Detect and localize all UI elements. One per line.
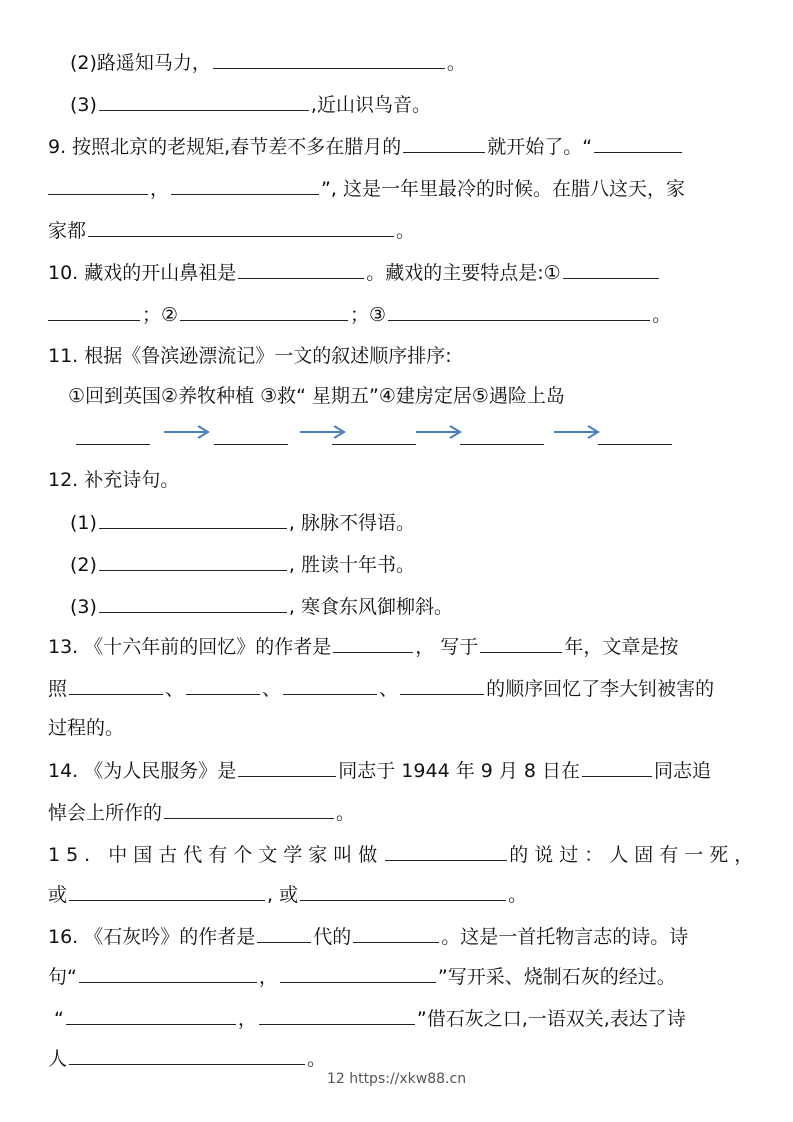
- arrow-right-icon: [164, 424, 212, 440]
- text: , 寒食东风御柳斜。: [288, 596, 454, 618]
- order-blank-2[interactable]: [214, 444, 288, 445]
- text: ,近山识鸟音。: [310, 94, 431, 116]
- text: , 胜读十年书。: [288, 554, 416, 576]
- blank[interactable]: [300, 880, 506, 901]
- text: ，: [237, 1008, 257, 1030]
- blank[interactable]: [66, 1004, 236, 1025]
- text: 、: [165, 678, 185, 700]
- question-15-line-2: [48, 880, 745, 909]
- order-sequence: [76, 424, 696, 452]
- text: 句“: [48, 966, 77, 988]
- blank[interactable]: [238, 258, 364, 279]
- blank[interactable]: [403, 132, 485, 153]
- text: 的顺序回忆了李大钊被害的: [486, 678, 715, 700]
- text: (3): [70, 94, 97, 116]
- text: (1): [70, 512, 97, 534]
- blank[interactable]: [400, 674, 484, 695]
- text: , 脉脉不得语。: [288, 512, 416, 534]
- text: , 或: [267, 884, 299, 906]
- blank[interactable]: [69, 1044, 305, 1065]
- text: 。: [652, 304, 672, 326]
- text: ”写开采、烧制石灰的经过。: [437, 966, 676, 988]
- order-blank-1[interactable]: [76, 444, 150, 445]
- blank[interactable]: [171, 174, 319, 195]
- text: 。这是一首托物言志的诗。诗: [441, 926, 689, 948]
- blank[interactable]: [213, 48, 445, 69]
- question-16-line-4: [48, 1044, 745, 1073]
- question-12-3: [70, 592, 745, 621]
- text: 。: [446, 52, 466, 74]
- text: (2)路遥知马力，: [70, 52, 211, 74]
- question-9-line-1: [48, 132, 745, 161]
- blank[interactable]: [164, 798, 334, 819]
- text: 、: [262, 678, 282, 700]
- blank[interactable]: [69, 674, 163, 695]
- text: 同志追: [654, 760, 712, 782]
- blank[interactable]: [582, 756, 652, 777]
- text: 同志于 1944 年 9 月 8 日在: [338, 760, 581, 782]
- blank[interactable]: [333, 632, 413, 653]
- text: “: [54, 1008, 64, 1030]
- arrow-right-icon: [300, 424, 348, 440]
- text: 照: [48, 678, 68, 700]
- blank[interactable]: [99, 592, 287, 613]
- question-16-line-1: [48, 922, 745, 951]
- text: ， 写于: [415, 636, 479, 658]
- blank[interactable]: [563, 258, 659, 279]
- text: 、: [379, 678, 399, 700]
- question-9-line-3: [48, 216, 745, 245]
- question-12-2: [70, 550, 745, 579]
- text: 14. 《为人民服务》是: [48, 760, 237, 782]
- blank[interactable]: [99, 508, 287, 529]
- question-12: 12. 补充诗句。: [48, 469, 180, 491]
- text: 悼会上所作的: [48, 802, 163, 824]
- text: 13. 《十六年前的回忆》的作者是: [48, 636, 332, 658]
- blank[interactable]: [48, 174, 148, 195]
- question-9-line-2: [48, 174, 745, 203]
- blank[interactable]: [283, 674, 377, 695]
- page-footer: 12 https://xkw88.cn: [326, 1071, 467, 1087]
- text: 9. 按照北京的老规矩,春节差不多在腊月的: [48, 136, 402, 158]
- text: 10. 藏戏的开山鼻祖是: [48, 262, 237, 284]
- text: (2): [70, 554, 97, 576]
- blank[interactable]: [480, 632, 562, 653]
- text: 家都: [48, 220, 87, 242]
- text: 。: [307, 1048, 327, 1070]
- text: ；③: [350, 304, 387, 326]
- blank[interactable]: [79, 962, 257, 983]
- blank[interactable]: [594, 132, 682, 153]
- blank[interactable]: [69, 880, 265, 901]
- text: 。: [508, 884, 528, 906]
- question-10-line-2: [48, 300, 745, 329]
- order-blank-5[interactable]: [598, 444, 672, 445]
- blank[interactable]: [180, 300, 348, 321]
- question-11: 11. 根据《鲁滨逊漂流记》一文的叙述顺序排序:: [48, 345, 452, 367]
- text: 代的: [313, 926, 352, 948]
- blank[interactable]: [353, 922, 439, 943]
- text: 年，文章是按: [564, 636, 679, 658]
- poem-line-3: [70, 90, 745, 119]
- arrow-right-icon: [554, 424, 602, 440]
- question-15-line-1: [48, 840, 760, 869]
- text: 就开始了。“: [487, 136, 593, 158]
- text: 。藏戏的主要特点是:①: [366, 262, 561, 284]
- blank[interactable]: [99, 550, 287, 571]
- question-12-1: [70, 508, 745, 537]
- text: 。: [396, 220, 416, 242]
- text: 或: [48, 884, 68, 906]
- question-14-line-2: [48, 798, 745, 827]
- blank[interactable]: [280, 962, 436, 983]
- text: 16. 《石灰吟》的作者是: [48, 926, 256, 948]
- text: ，: [150, 178, 170, 200]
- blank[interactable]: [259, 1004, 415, 1025]
- blank[interactable]: [99, 90, 309, 111]
- blank[interactable]: [257, 922, 311, 943]
- text: 。: [336, 802, 356, 824]
- text: ”, 这是一年里最冷的时候。在腊八这天，家: [321, 178, 685, 200]
- question-14-line-1: [48, 756, 745, 785]
- text: (3): [70, 596, 97, 618]
- question-16-line-3: [54, 1004, 745, 1033]
- blank[interactable]: [385, 840, 507, 861]
- question-13-line-1: [48, 632, 745, 661]
- text: ；②: [142, 304, 179, 326]
- question-16-line-2: [48, 962, 745, 991]
- blank[interactable]: [48, 300, 140, 321]
- question-11-options: ①回到英国②养牧种植 ③救“ 星期五”④建房定居⑤遇险上岛: [68, 385, 565, 407]
- order-blank-4[interactable]: [460, 444, 544, 445]
- text: 15. 中国古代有个文学家叫做: [48, 844, 384, 866]
- order-blank-3[interactable]: [332, 444, 416, 445]
- arrow-right-icon: [416, 424, 464, 440]
- text: ”借石灰之口,一语双关,表达了诗: [416, 1008, 686, 1030]
- blank[interactable]: [88, 216, 394, 237]
- blank[interactable]: [388, 300, 650, 321]
- blank[interactable]: [238, 756, 336, 777]
- question-10-line-1: [48, 258, 745, 287]
- question-13-line-2: [48, 674, 745, 703]
- text: 的说过：人固有一死，: [509, 844, 760, 866]
- text: ，: [258, 966, 278, 988]
- question-13-line-3: 过程的。: [48, 717, 125, 739]
- text: 人: [48, 1048, 68, 1070]
- blank[interactable]: [186, 674, 260, 695]
- poem-line-2: [70, 48, 745, 77]
